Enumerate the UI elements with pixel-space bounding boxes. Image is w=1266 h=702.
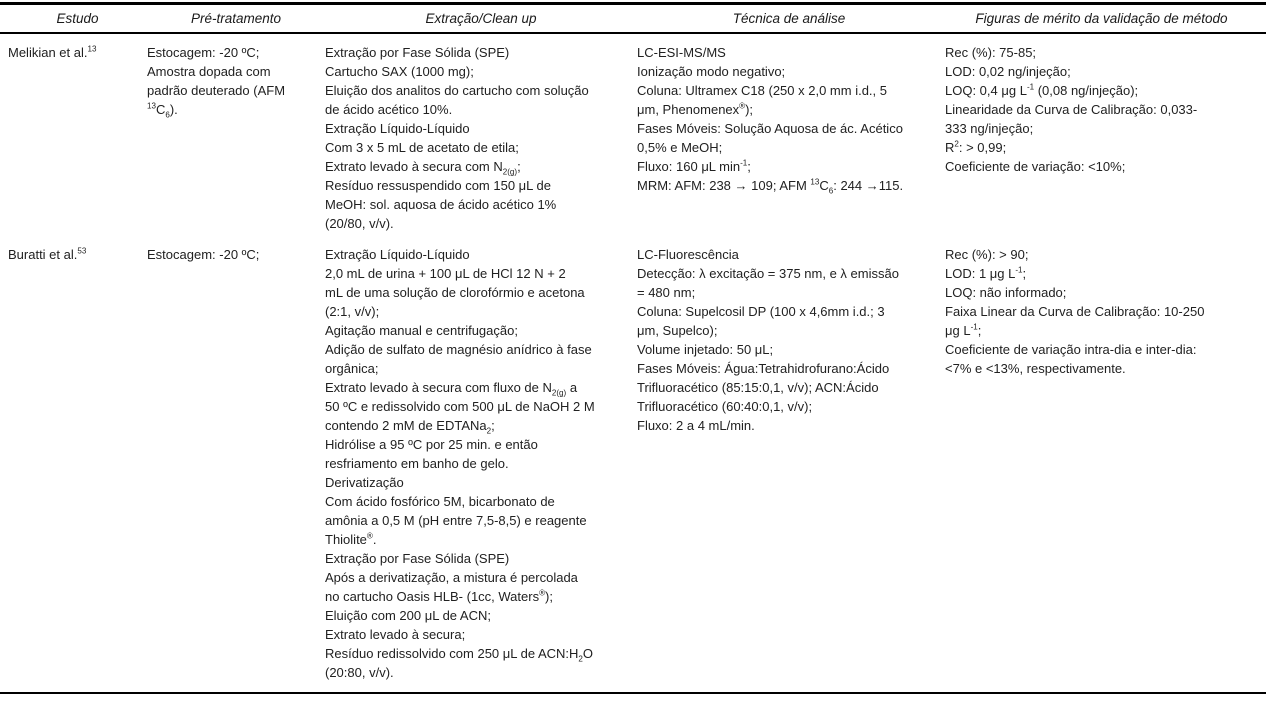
column-header-estudo: Estudo [56, 11, 99, 26]
column-header-extracao-clean-up: Extração/Clean up [425, 11, 537, 26]
column-header-figuras-de-merito: Figuras de mérito da validação de método [975, 11, 1228, 26]
column-header-tecnica-de-analise: Técnica de análise [732, 11, 846, 26]
table-bottom-rule [0, 692, 1266, 694]
cell-study: Buratti et al.$^{53}$ [8, 246, 87, 262]
cell-extraction-cleanup: Extração por Fase Sólida (SPE) Cartucho SAX (1000 mg); Eluição dos analitos do cartucho com solução de ácido acético 10%. Extração Líquido-Líquido Com 3 x 5 mL de acetato de etila; Extrato levado à secura com $N_{2(g)}$; Resíduo ressuspendido com 150 μL de MeOH: sol. aquosa de ácido acético 1% (20/80, v/v). [325, 45, 589, 231]
cell-pretreatment: Estocagem: -20 ºC; Amostra dopada com padrão deuterado (AFM $^{13}C_6$). [147, 45, 286, 120]
column-header-pre-tratamento: Pré-tratamento [190, 11, 282, 26]
table-row-buratti [0, 245, 1266, 682]
cell-study: Melikian et al.$^{13}$ [8, 44, 97, 60]
table-header-row [0, 5, 1266, 32]
cell-merit-figures: Rec (%): > 90; LOD: 1 μg $L^{-1}$; LOQ: não informado; Faixa Linear da Curva de Calibração: 10-250 μg $L^{-1}$; Coeficiente de variação intra-dia e inter-dia: <7% e <13%, respectivamente. [945, 247, 1205, 376]
method-validation-table [0, 2, 1266, 694]
cell-merit-figures: Rec (%): 75-85; LOD: 0,02 ng/injeção; LOQ: 0,4 μg $L^{-1}$ (0,08 ng/injeção); Linearidade da Curva de Calibração: 0,033- 333 ng/injeção; $R^2$: > 0,99; Coeficiente de variação: <10%; [945, 45, 1198, 174]
cell-analysis-technique: LC-Fluorescência Detecção: λ excitação = 375 nm, e λ emissão = 480 nm; Coluna: Supelcosil DP (100 x 4,6mm i.d.; 3 μm, Supelco); Volume injetado: 50 μL; Fases Móveis: Água:Tetrahidrofurano:Ácido Trifluoracético (85:15:0,1, v/v); ACN:Ácido Trifluoracético (60:40:0,1, v/v); Fluxo: 2 a 4 mL/min. [637, 247, 899, 433]
cell-pretreatment: Estocagem: -20 ºC; [147, 247, 260, 262]
cell-extraction-cleanup: Extração Líquido-Líquido 2,0 mL de urina + 100 μL de HCl 12 N + 2 mL de uma solução de clorofórmio e acetona (2:1, v/v); Agitação manual e centrifugação; Adição de sulfato de magnésio anídrico à fase orgânica; Extrato levado à secura com fluxo de $N_{2(g)}$ a 50 ºC e redissolvido com 500 μL de NaOH 2 M contendo 2 mM de EDTANa$_2$; Hidrólise a 95 ºC por 25 min. e então resfriamento em banho de gelo. Derivatização Com ácido fosfórico 5M, bicarbonato de amônia a 0,5 M (pH entre 7,5-8,5) e reagente Thiolite®. Extração por Fase Sólida (SPE) Após a derivatização, a mistura é percolada no cartucho Oasis HLB- (1cc, Waters®); Eluição com 200 μL de ACN; Extrato levado à secura; Resíduo redissolvido com 250 μL de $ACN:H_2O$ (20:80, v/v). [325, 247, 595, 680]
table-row-melikian [0, 34, 1266, 233]
cell-analysis-technique: LC-ESI-MS/MS Ionização modo negativo; Coluna: Ultramex C18 (250 x 2,0 mm i.d., 5 μm, Phenomenex®); Fases Móveis: Solução Aquosa de ác. Acético 0,5% e MeOH; Fluxo: 160 μL $\min^{-1}$; MRM: AFM: 238 → 109; AFM $^{13}C_6$: 244 →115. [637, 45, 904, 196]
